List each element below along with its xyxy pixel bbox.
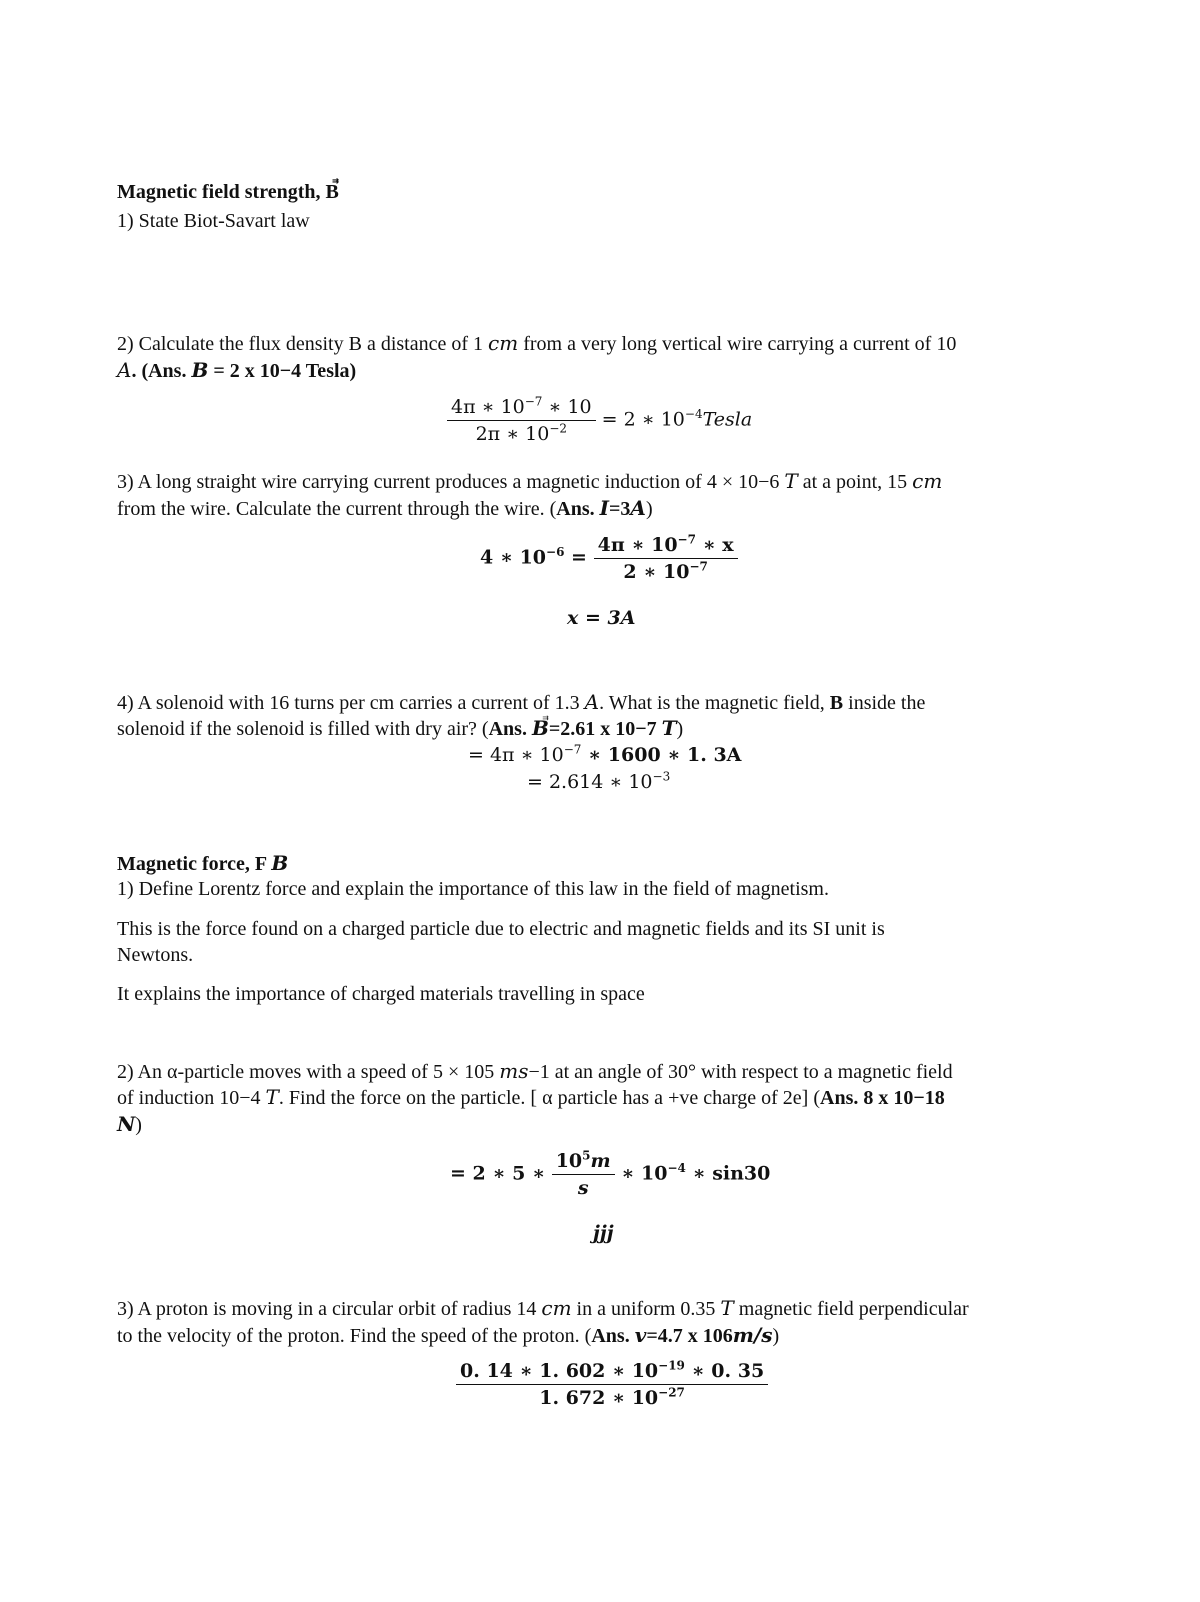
section2-question-2-extra: jjj xyxy=(593,1222,614,1244)
section2-question-3-working: $\frac{0. 14 ∗ 1. 602 ∗ 10^{-19} ∗ 0. 35}{1. 672 ∗ 10^{-27}}$ xyxy=(456,1360,768,1409)
section2-question-3-line-1: 3) A proton is moving in a circular orbit of radius 14 cm in a uniform 0.35 T magnetic field perpendicular xyxy=(117,1296,969,1320)
section2-question-3-line-2: to the velocity of the proton. Find the speed of the proton. (Ans. v=4.7 x 106m/s) xyxy=(117,1323,780,1347)
question-2-working: $\frac{4\pi ∗ 10^{-7} ∗ 10}{2\pi ∗ 10^{-2}}$ = 2 ∗ $10^{-4}Tesla$ xyxy=(447,396,752,445)
section2-answer-1-line-2: Newtons. xyxy=(117,944,194,966)
question-3-working: 4 ∗ $10^{-6}$ = $\frac{4\pi ∗ 10^{-7} ∗ x}{2 ∗ 10^{-7}}$ xyxy=(480,534,738,583)
question-3-line-2: from the wire. Calculate the current through the wire. (Ans. I=3A) xyxy=(117,496,653,520)
question-1-biot-savart: 1) State Biot-Savart law xyxy=(117,210,310,232)
question-2-line-1: 2) Calculate the flux density B a distance of 1 cm from a very long vertical wire carrying a current of 10 xyxy=(117,331,957,355)
question-3-line-1: 3) A long straight wire carrying current produces a magnetic induction of 4 × 10−6 T at a point, 15 cm xyxy=(117,469,943,493)
section2-question-2-line-1: 2) An α-particle moves with a speed of 5 × 105 ms−1 at an angle of 30° with respect to a magnetic field xyxy=(117,1059,953,1083)
question-3-result: x = 3A xyxy=(567,607,636,629)
section2-question-2-line-2: of induction 10−4 T. Find the force on the particle. [ α particle has a +ve charge of 2e] (Ans. 8 x 10−18 xyxy=(117,1085,945,1109)
section-heading-magnetic-field: Magnetic field strength, B xyxy=(117,181,339,203)
question-4-line-2: solenoid if the solenoid is filled with dry air? (Ans. B=2.61 x 10−7 T) xyxy=(117,716,684,740)
section2-question-1: 1) Define Lorentz force and explain the importance of this law in the field of magnetism. xyxy=(117,878,829,900)
section2-answer-1-line-1: This is the force found on a charged particle due to electric and magnetic fields and its SI unit is xyxy=(117,918,885,940)
question-4-line-1: 4) A solenoid with 16 turns per cm carries a current of 1.3 A. What is the magnetic field, B inside the xyxy=(117,690,926,714)
question-4-working-1: = 4π ∗ $10^{-7}$ ∗ 1600 ∗ 1. 3A xyxy=(468,742,742,766)
section2-answer-1-line-3: It explains the importance of charged materials travelling in space xyxy=(117,983,645,1005)
section-heading-magnetic-force: Magnetic force, F B xyxy=(117,851,289,875)
question-4-working-2: = 2.614 ∗ $10^{-3}$ xyxy=(527,769,671,793)
question-2-line-2: A. (Ans. B = 2 x 10−4 Tesla) xyxy=(117,358,357,382)
section2-question-2-line-3: N) xyxy=(117,1112,142,1136)
section2-question-2-working: = 2 ∗ 5 ∗ $\frac{10^5m}{s}$ ∗ $10^{-4}$ ∗ sin30 xyxy=(450,1148,771,1199)
